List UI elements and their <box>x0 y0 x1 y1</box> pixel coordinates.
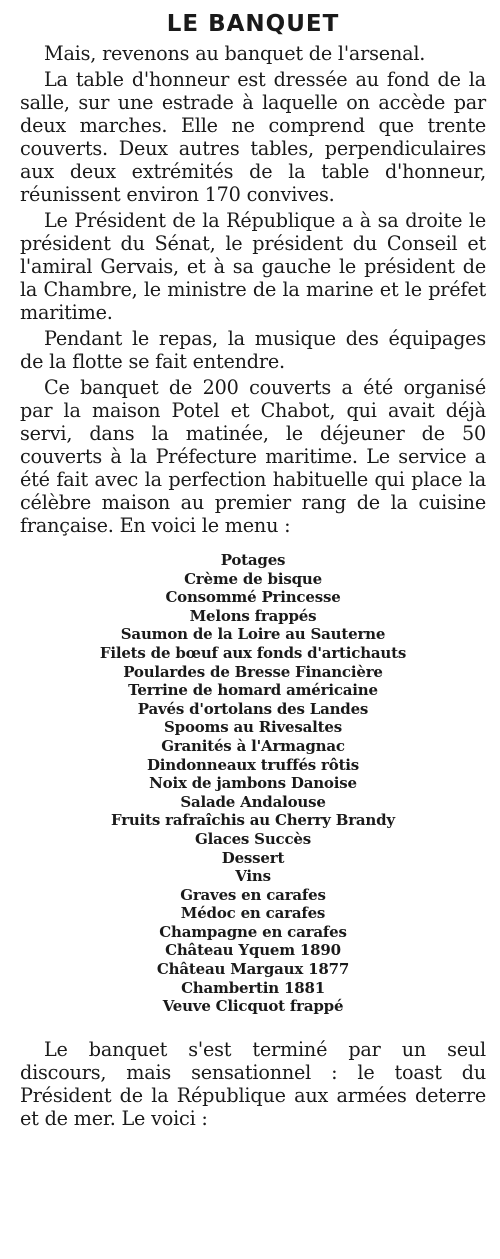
menu-item: Poulardes de Bresse Financière <box>123 662 383 681</box>
paragraph-music: Pendant le repas, la musique des équipages de la flotte se fait entendre. <box>20 327 486 373</box>
menu-item: Potages <box>220 551 286 569</box>
menu-item: Spooms au Rivesaltes <box>164 718 342 737</box>
paragraph-seating: Le Président de la République a à sa droite le président du Sénat, le président du Conseil et l'amiral Gervais, et à sa gauche le président de la Chambre, le ministre de la marine et le préfet maritime. <box>20 209 486 324</box>
menu-item: Chambertin 1881 <box>181 978 325 997</box>
menu-item: Pavés d'ortolans des Landes <box>137 699 369 718</box>
menu-item: Salade Andalouse <box>180 792 326 811</box>
menu-item: Dindonneaux truffés rôtis <box>146 755 360 774</box>
menu-item: Château Margaux 1877 <box>156 960 350 979</box>
menu-item: Château Yquem 1890 <box>165 941 341 960</box>
menu-item: Filets de bœuf aux fonds d'artichauts <box>99 643 407 662</box>
menu-item: Graves en carafes <box>180 885 326 904</box>
paragraph-intro: Mais, revenons au banquet de l'arsenal. <box>44 42 426 65</box>
menu-item: Fruits rafraîchis au Cherry Brandy <box>111 811 395 830</box>
paragraph-table-honneur: La table d'honneur est dressée au fond de la salle, sur une estrade à laquelle on accède par deux marches. Elle ne comprend que trente couverts. Deux autres tables, perpendiculaires aux deux extrémités de la table d'honneur, réunissent environ 170 convives. <box>20 68 486 206</box>
menu-item: Dessert <box>221 848 285 867</box>
menu-item: Consommé Princesse <box>165 588 341 607</box>
menu-item: Vins <box>235 867 271 886</box>
paragraph-organisation: Ce banquet de 200 couverts a été organisé par la maison Potel et Chabot, qui avait déjà servi, dans la matinée, le déjeuner de 50 couverts à la Préfecture maritime. Le service a été fait avec la perfection habituelle qui place la célèbre maison au premier rang de la cuisine française. En voici le menu : <box>20 376 486 537</box>
menu-item: Saumon de la Loire au Sauterne <box>120 625 386 644</box>
article-title: LE BANQUET <box>166 11 340 37</box>
menu-item: Melons frappés <box>189 606 317 625</box>
menu-list <box>20 551 486 1016</box>
menu-item: Glaces Succès <box>195 829 311 848</box>
paragraph-closing: Le banquet s'est terminé par un seul discours, mais sensationnel : le toast du Président de la République aux armées deterre et de mer. Le voici : <box>20 1037 486 1130</box>
menu-item: Terrine de homard américaine <box>128 681 378 700</box>
menu-item: Noix de jambons Danoise <box>149 774 357 793</box>
menu-item: Champagne en carafes <box>159 922 347 941</box>
menu-item: Granités à l'Armagnac <box>161 736 345 755</box>
menu-item: Crème de bisque <box>184 569 322 588</box>
menu-item: Veuve Clicquot frappé <box>162 997 344 1016</box>
menu-item: Médoc en carafes <box>180 904 326 923</box>
